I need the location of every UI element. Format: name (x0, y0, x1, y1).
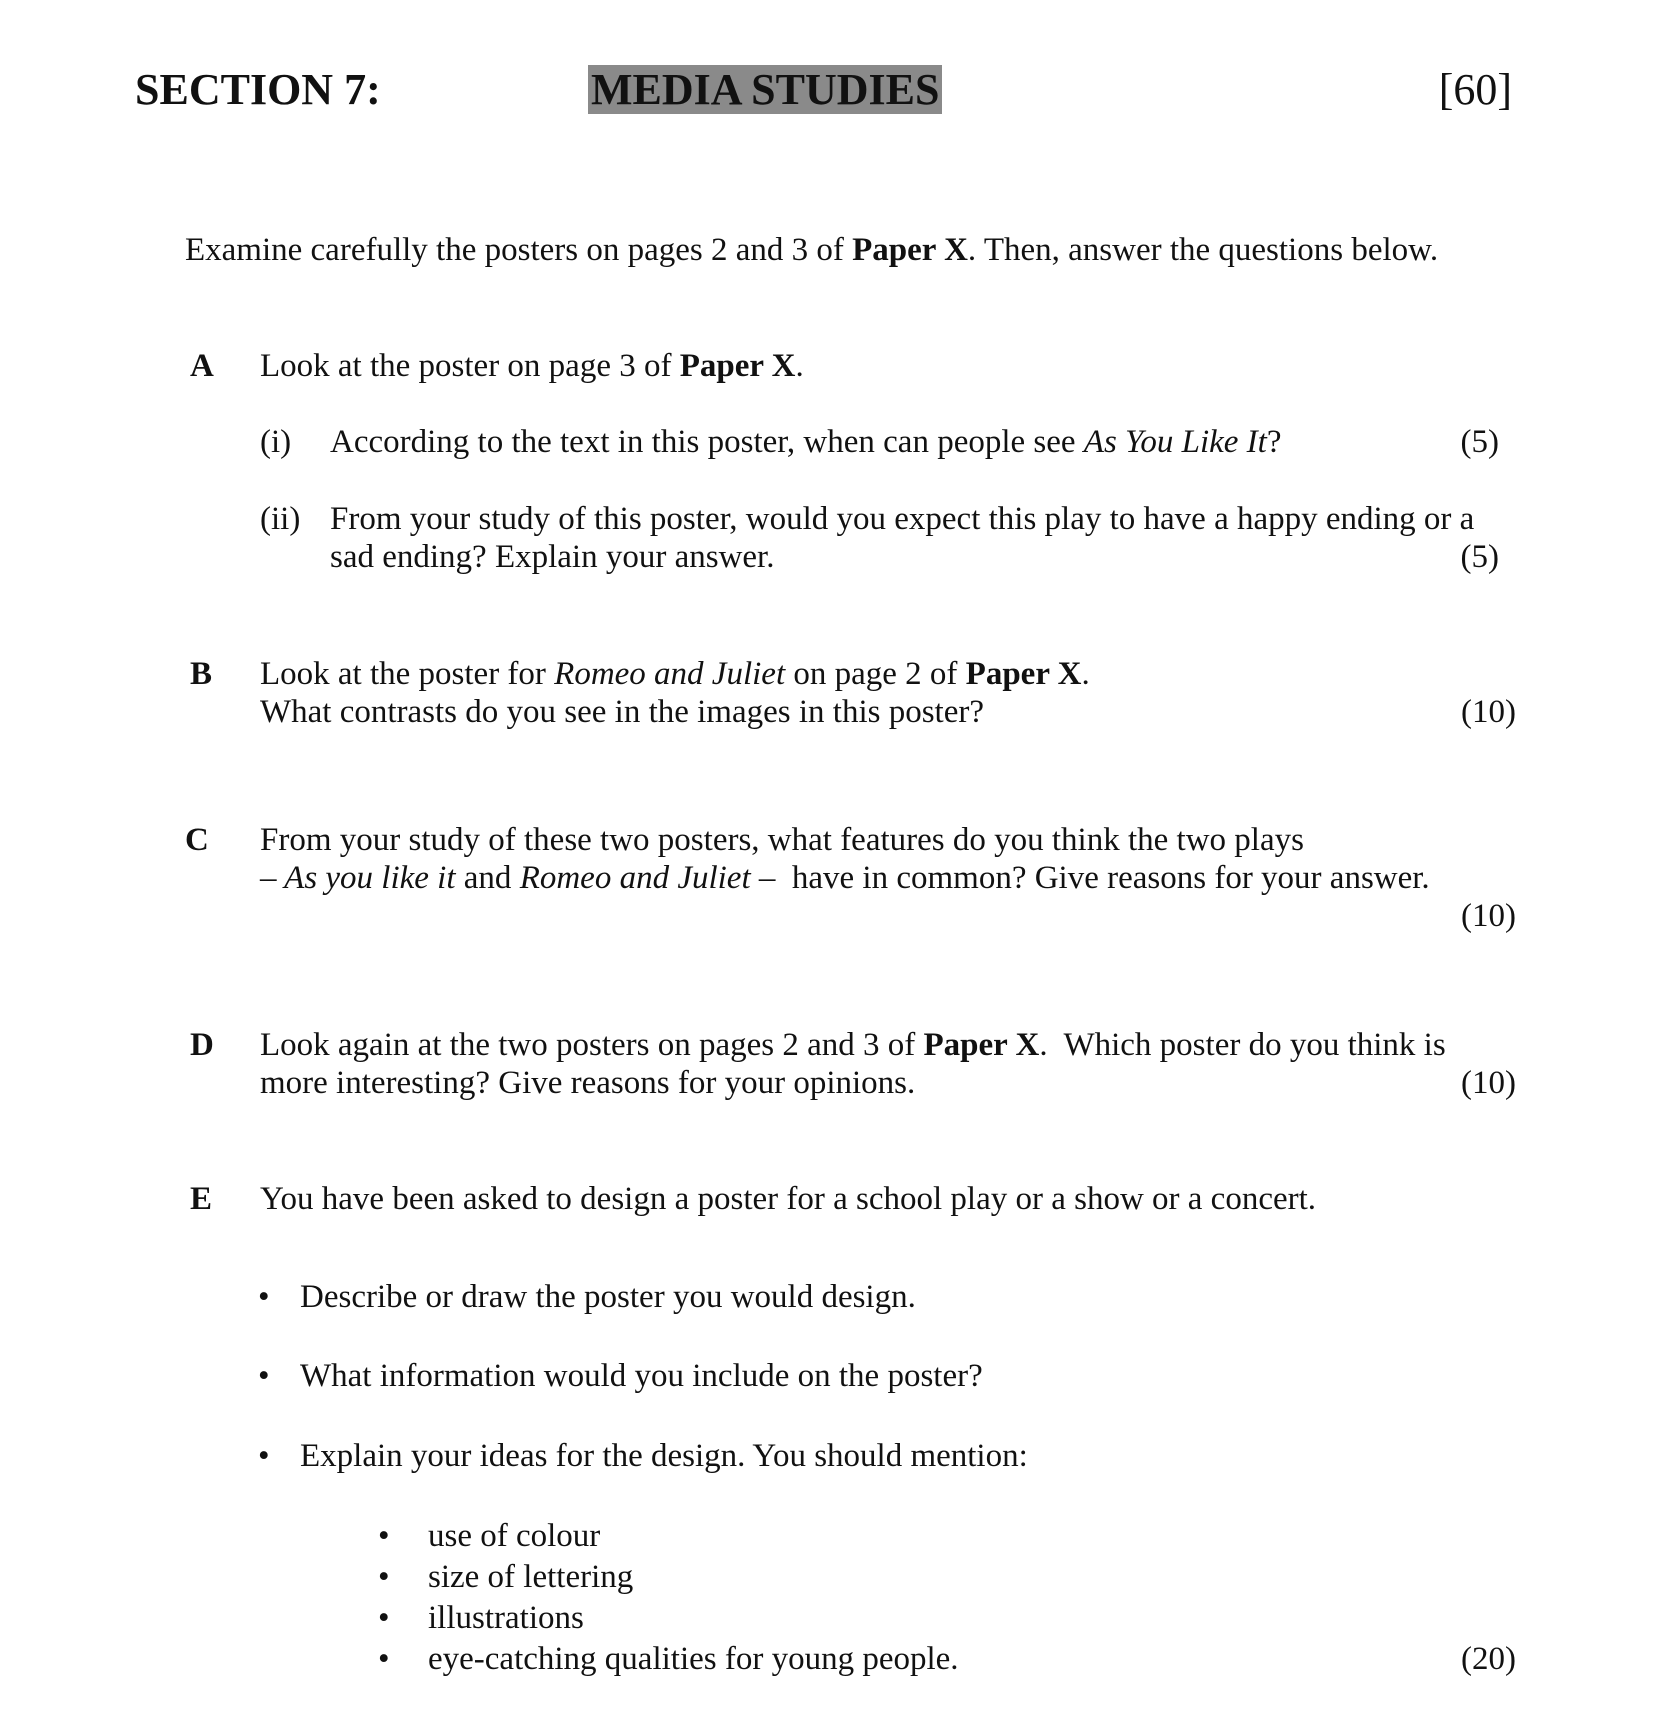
bullet-icon: • (258, 1438, 270, 1474)
question-d-marks: (10) (1461, 1065, 1516, 1101)
question-a-ii-line1: From your study of this poster, would you expect this play to have a happy ending or a (330, 501, 1475, 537)
question-e-bullet-2: What information would you include on the poster? (300, 1358, 983, 1394)
question-e-sub-bullet-1: use of colour (428, 1518, 601, 1554)
question-b-line2: What contrasts do you see in the images in this poster? (260, 694, 985, 730)
question-d-line2: more interesting? Give reasons for your opinions. (260, 1065, 916, 1101)
bullet-icon: • (258, 1358, 270, 1394)
question-c-label: C (185, 822, 209, 858)
bullet-icon: • (378, 1559, 390, 1595)
question-c-line1: From your study of these two posters, what features do you think the two plays (260, 822, 1304, 858)
section-title-highlight: MEDIA STUDIES (588, 65, 942, 114)
question-d-line1: Look again at the two posters on pages 2 and 3 of Paper X. Which poster do you think is (260, 1027, 1446, 1063)
question-a-label: A (190, 348, 214, 384)
question-b-line1: Look at the poster for Romeo and Juliet on page 2 of Paper X. (260, 656, 1090, 692)
bullet-icon: • (258, 1279, 270, 1315)
question-d-label: D (190, 1027, 214, 1063)
question-a-stem: Look at the poster on page 3 of Paper X. (260, 348, 804, 384)
question-b-label: B (190, 656, 213, 692)
question-c-line2: – As you like it and Romeo and Juliet – have in common? Give reasons for your answer. (260, 860, 1430, 896)
question-b-marks: (10) (1461, 694, 1516, 730)
question-c-marks: (10) (1461, 898, 1516, 934)
bullet-icon: • (378, 1518, 390, 1554)
question-e-stem: You have been asked to design a poster for a school play or a show or a concert. (260, 1181, 1317, 1217)
section-total-marks: [60] (1438, 65, 1512, 114)
question-a-i-number: (i) (260, 424, 292, 460)
question-a-i-marks: (5) (1460, 424, 1499, 460)
bullet-icon: • (378, 1600, 390, 1636)
question-e-marks: (20) (1461, 1641, 1516, 1677)
intro-instruction: Examine carefully the posters on pages 2 and 3 of Paper X. Then, answer the questions below. (185, 232, 1439, 268)
question-e-sub-bullet-3: illustrations (428, 1600, 584, 1636)
section-number: SECTION 7: (135, 65, 381, 114)
question-a-ii-number: (ii) (260, 501, 301, 537)
question-a-ii-marks: (5) (1460, 539, 1499, 575)
question-e-sub-bullet-4: eye-catching qualities for young people. (428, 1641, 959, 1677)
question-a-i-text: According to the text in this poster, when can people see As You Like It? (330, 424, 1282, 460)
question-a-ii-line2: sad ending? Explain your answer. (330, 539, 775, 575)
question-e-sub-bullet-2: size of lettering (428, 1559, 634, 1595)
bullet-icon: • (378, 1641, 390, 1677)
question-e-label: E (190, 1181, 213, 1217)
section-title (588, 62, 942, 118)
question-e-bullet-3: Explain your ideas for the design. You should mention: (300, 1438, 1028, 1474)
question-e-bullet-1: Describe or draw the poster you would design. (300, 1279, 916, 1315)
